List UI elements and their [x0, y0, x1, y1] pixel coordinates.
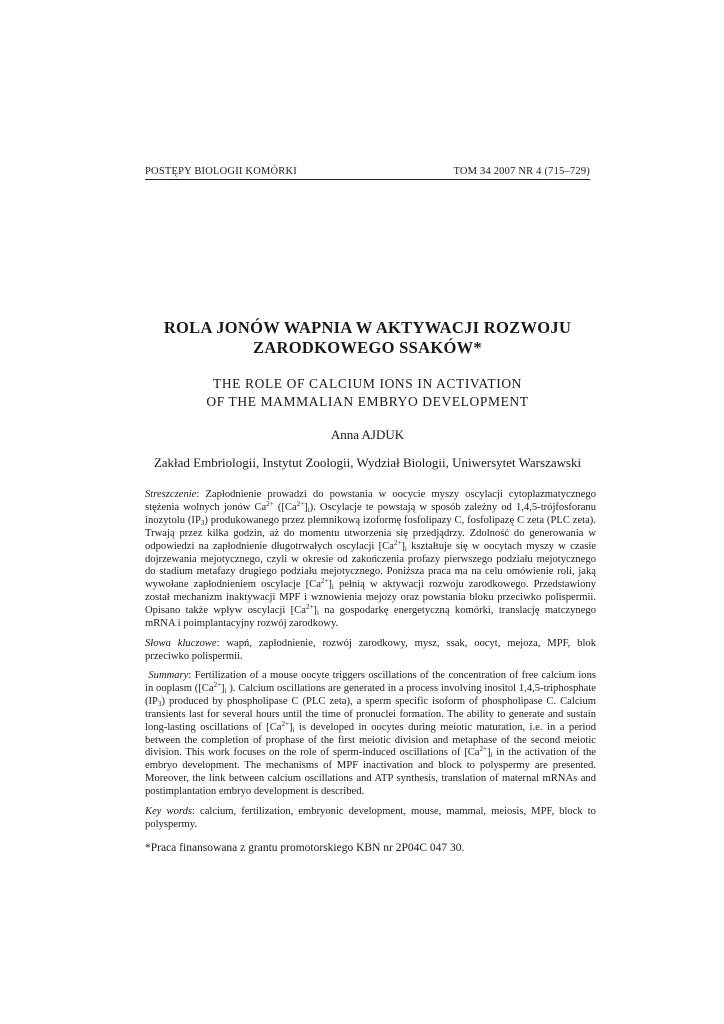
summary-label: Summary: [148, 670, 189, 681]
title-line-1: ROLA JONÓW WAPNIA W AKTYWACJI ROZWOJU: [163, 318, 572, 337]
journal-name: POSTĘPY BIOLOGII KOMÓRKI: [145, 166, 297, 177]
author-name: Anna AJDUK: [330, 427, 405, 442]
issue-info: TOM 34 2007 NR 4 (715–729): [453, 166, 590, 177]
abstract-label: Streszczenie: [145, 489, 197, 500]
article-subtitle: [145, 375, 590, 411]
article-title: [145, 318, 590, 358]
subtitle-line-2: OF THE MAMMALIAN EMBRYO DEVELOPMENT: [206, 394, 529, 409]
subtitle-line-1: THE ROLE OF CALCIUM IONS IN ACTIVATION: [212, 376, 523, 391]
keywords-english: Key words: calcium, fertilization, embryonic development, mouse, mammal, meiosis, MPF, block to polyspermy.: [145, 806, 596, 830]
funding-footnote: *Praca finansowana z grantu promotorskiego KBN nr 2P04C 047 30.: [145, 842, 465, 854]
author-affiliation: Zakład Embriologii, Instytut Zoologii, Wydział Biologii, Uniwersytet Warszawski: [153, 455, 582, 470]
abstract-polish: Streszczenie: Zapłodnienie prowadzi do powstania w oocycie myszy oscylacji cytoplazmatycznego stężenia wolnych jonów $Ca^{2+}$ $([Ca^{2+}]_i)$. Oscylacje te powstają w sposób zależny od 1,4,5-trójfosforanu inozytolu $(IP_3)$ produkowanego przez plemnikową izoformę fosfolipazy C, fosfolipazę C zeta (PLC zeta). Trwają przez kilka godzin, aż do momentu utworzenia się przedjądrzy. Zdolność do generowania w odpowiedzi na zapłodnienie długotrwałych oscylacji $[Ca^{2+}]_i$ kształtuje się w oocytach myszy w czasie dojrzewania mejotycznego, czyli w okresie od zakończenia profazy pierwszego podziału mejotycznego do stadium metafazy drugiego podziału mejotycznego. Poniższa praca ma na celu omówienie roli, jaką wywołane zapłodnieniem oscylacje $[Ca^{2+}]_i$ pełnią w aktywacji rozwoju zarodkowego. Przedstawiony został mechanizm inaktywacji MPF i wznowienia mejozy oraz powstania bloku przeciwko polispermii. Opisano także wpływ oscylacji $[Ca^{2+}]_i$ na gospodarkę energetyczną komórki, translację matczynego mRNA i poimplantacyjny rozwój zarodkowy.: [145, 489, 597, 630]
keywords-label: Słowa kluczowe: [145, 638, 217, 649]
summary-english: Summary: Fertilization of a mouse oocyte triggers oscillations of the concentration of free calcium ions in ooplasm ($[Ca^{2+}]_i$ ). Calcium oscillations are generated in a process involving inositol 1,4,5-triphosphate $(IP_3)$ produced by phospholipase C (PLC zeta), a sperm specific isoform of phospholipase C. Calcium transients last for several hours until the time of pronuclei formation. The ability to generate and sustain long-lasting oscillations of $[Ca^{2+}]_i$ is developed in oocytes during meiotic maturation, i.e. in a period between the completion of prophase of the first meiotic division and metaphase of the second meiotic division. This work focuses on the role of sperm-induced oscillations of $[Ca^{2+}]_i$ in the activation of the embryo development. The mechanisms of MPF inactivation and block to polyspermy are presented. Moreover, the link between calcium oscillations and ATP synthesis, translation of maternal mRNAs and postimplantation embryo development is described.: [145, 670, 596, 798]
title-line-2: ZARODKOWEGO SSAKÓW*: [253, 338, 482, 357]
keywords-polish: Słowa kluczowe: wapń, zapłodnienie, rozwój zarodkowy, mysz, ssak, oocyt, mejoza, MPF, blok przeciwko polispermii.: [145, 638, 596, 662]
keywords-label-en: Key words: [145, 806, 193, 817]
running-header: [145, 166, 590, 180]
